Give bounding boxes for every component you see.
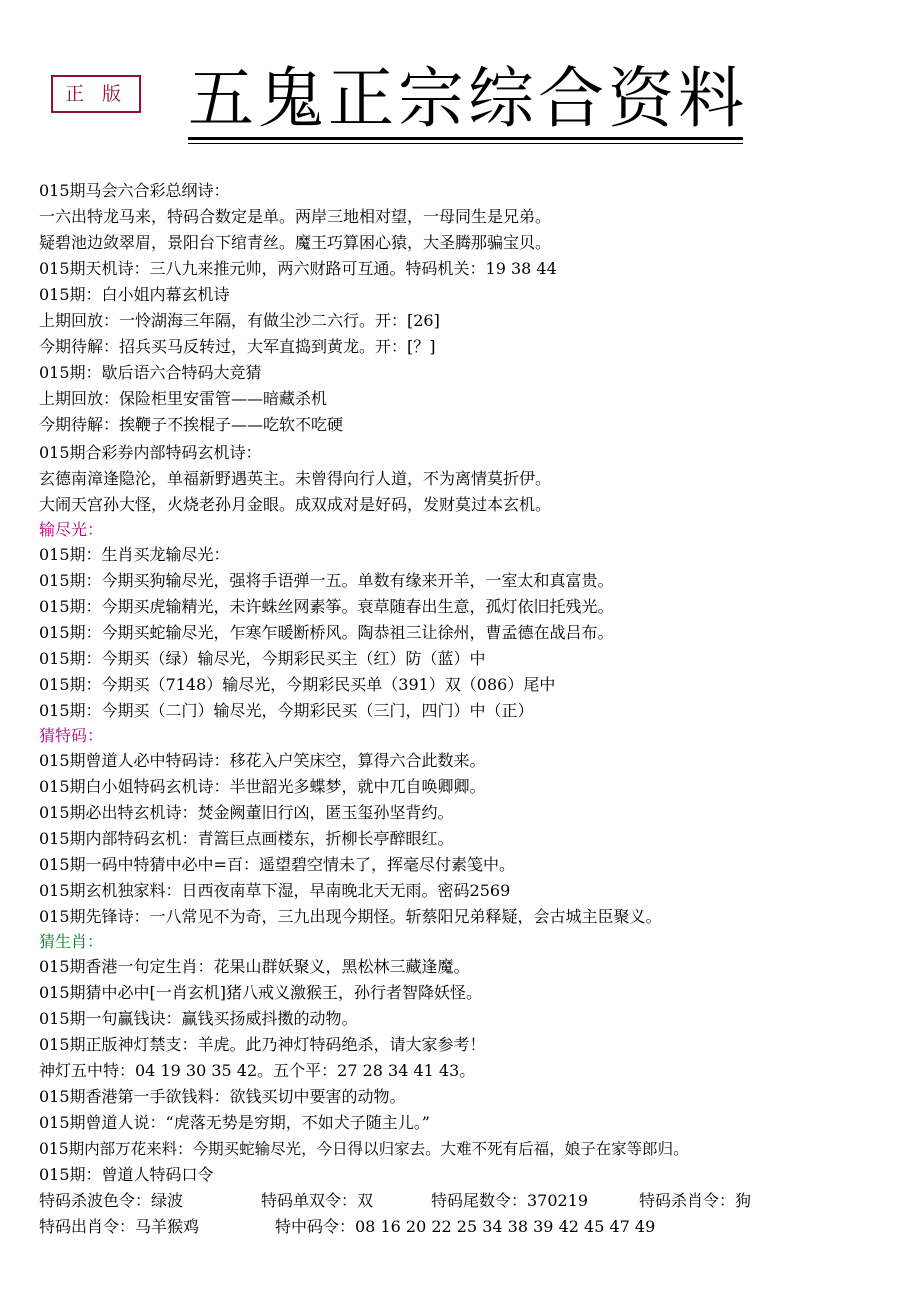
code-wave-color: 特码杀波色令：绿波 (39, 1191, 184, 1210)
text-line: 015期马会六合彩总纲诗： (39, 181, 230, 200)
text-line: 015期香港第一手欲钱料：欲钱买切中要害的动物。 (39, 1087, 406, 1106)
text-line: 015期：今期买蛇输尽光，乍寒乍暖断桥风。陶恭祖三让徐州，曹孟德在战吕布。 (39, 623, 614, 642)
text-line: 今期待解：招兵买马反转过，大军直捣到黄龙。开：[？] (39, 337, 436, 356)
code-out-zodiac: 特码出肖令：马羊猴鸡 (39, 1217, 200, 1236)
text-line: 神灯五中特：04 19 30 35 42。五个平：27 28 34 41 43。 (39, 1061, 476, 1080)
text-line: 015期：歇后语六合特码大竞猜 (39, 363, 262, 382)
text-line: 015期：生肖买龙输尽光： (39, 545, 230, 564)
code-odd-even: 特码单双令：双 (261, 1191, 374, 1210)
text-line: 015期白小姐特码玄机诗：半世韶光多蝶梦，就中兀自唤卿卿。 (39, 777, 486, 796)
text-line: 一六出特龙马来，特码合数定是单。两岸三地相对望，一母同生是兄弟。 (39, 207, 552, 226)
text-line: 015期内部特码玄机：青篙巨点画楼东，折柳长亭醉眼红。 (39, 829, 454, 848)
section-heading-cai-tema: 猜特码： (39, 726, 104, 745)
text-line: 疑碧池边敛翠眉，景阳台下绾青丝。魔王巧算困心猿，大圣腾那骗宝贝。 (39, 233, 552, 252)
text-line: 015期：曾道人特码口令 (39, 1165, 214, 1184)
text-line: 015期必出特玄机诗：焚金阙董旧行凶，匿玉玺孙坚背约。 (39, 803, 454, 822)
content-body (39, 178, 889, 1240)
page-title: 五鬼正宗综合资料 (188, 60, 748, 137)
code-hit-numbers: 特中码令：08 16 20 22 25 34 38 39 42 45 47 49 (275, 1217, 656, 1236)
section-heading-shu: 输尽光： (39, 520, 104, 539)
text-line: 015期：今期买狗输尽光，强将手语弹一五。单数有缘来开羊，一室太和真富贵。 (39, 571, 614, 590)
title-underline-thin (188, 143, 743, 144)
text-line: 015期内部万花来料：今期买蛇输尽光，今日得以归家去。大难不死有后福，娘子在家等郎归。 (39, 1140, 689, 1158)
text-line: 015期香港一句定生肖：花果山群妖聚义，黑松林三藏逢魔。 (39, 957, 470, 976)
text-line: 015期一码中特猜中必中=百：遥望碧空情未了，挥毫尽付素笺中。 (39, 855, 515, 874)
text-line: 今期待解：挨鞭子不挨棍子——吃软不吃硬 (39, 415, 344, 434)
authentic-badge: 正 版 (51, 75, 141, 113)
section-heading-cai-shengxiao: 猜生肖： (39, 932, 104, 951)
code-kill-zodiac: 特码杀肖令：狗 (639, 1191, 752, 1210)
text-line: 015期：今期买（二门）输尽光，今期彩民买（三门，四门）中（正） (39, 701, 534, 720)
text-line: 015期：今期买（7148）输尽光，今期彩民买单（391）双（086）尾中 (39, 675, 556, 694)
text-line: 015期曾道人说：“虎落无势是穷期，不如犬子随主儿。” (39, 1113, 430, 1132)
text-line: 015期先锋诗：一八常见不为奇，三九出现今期怪。斩蔡阳兄弟释疑，会古城主臣聚义。 (39, 907, 662, 926)
code-row-2 (39, 1214, 889, 1240)
text-line: 015期：今期买虎输精光，未许蛛丝网素筝。衰草随春出生意，孤灯依旧托残光。 (39, 597, 614, 616)
text-line: 015期曾道人必中特码诗：移花入户笑床空，算得六合此数来。 (39, 751, 486, 770)
text-line: 上期回放：保险柜里安雷管——暗藏杀机 (39, 389, 328, 408)
code-row-1 (39, 1188, 889, 1214)
text-line: 015期天机诗：三八九来推元帅，两六财路可互通。特码机关：19 38 44 (39, 259, 557, 278)
text-line: 015期玄机独家料：日西夜南草下湿，早南晚北天无雨。密码2569 (39, 881, 511, 900)
code-tail-number: 特码尾数令：370219 (431, 1191, 589, 1210)
text-line: 015期正版神灯禁支：羊虎。此乃神灯特码绝杀，请大家参考！ (39, 1035, 486, 1054)
text-line: 015期一句赢钱诀：赢钱买扬威抖擞的动物。 (39, 1009, 358, 1028)
text-line: 玄德南漳逢隐沦，单福新野遇英主。未曾得向行人道，不为离情莫折伊。 (39, 469, 552, 488)
text-line: 015期：白小姐内幕玄机诗 (39, 285, 230, 304)
text-line: 015期合彩券内部特码玄机诗： (39, 443, 262, 462)
title-underline (188, 137, 743, 140)
text-line: 上期回放：一怜湖海三年隔，有做尘沙二六行。开：[26] (39, 311, 440, 330)
text-line: 015期：今期买（绿）输尽光，今期彩民买主（红）防（蓝）中 (39, 649, 486, 668)
text-line: 015期猜中必中[一肖玄机]猪八戒义激猴王，孙行者智降妖怪。 (39, 983, 483, 1002)
text-line: 大闹天宫孙大怪，火烧老孙月金眼。成双成对是好码，发财莫过本玄机。 (39, 495, 552, 514)
